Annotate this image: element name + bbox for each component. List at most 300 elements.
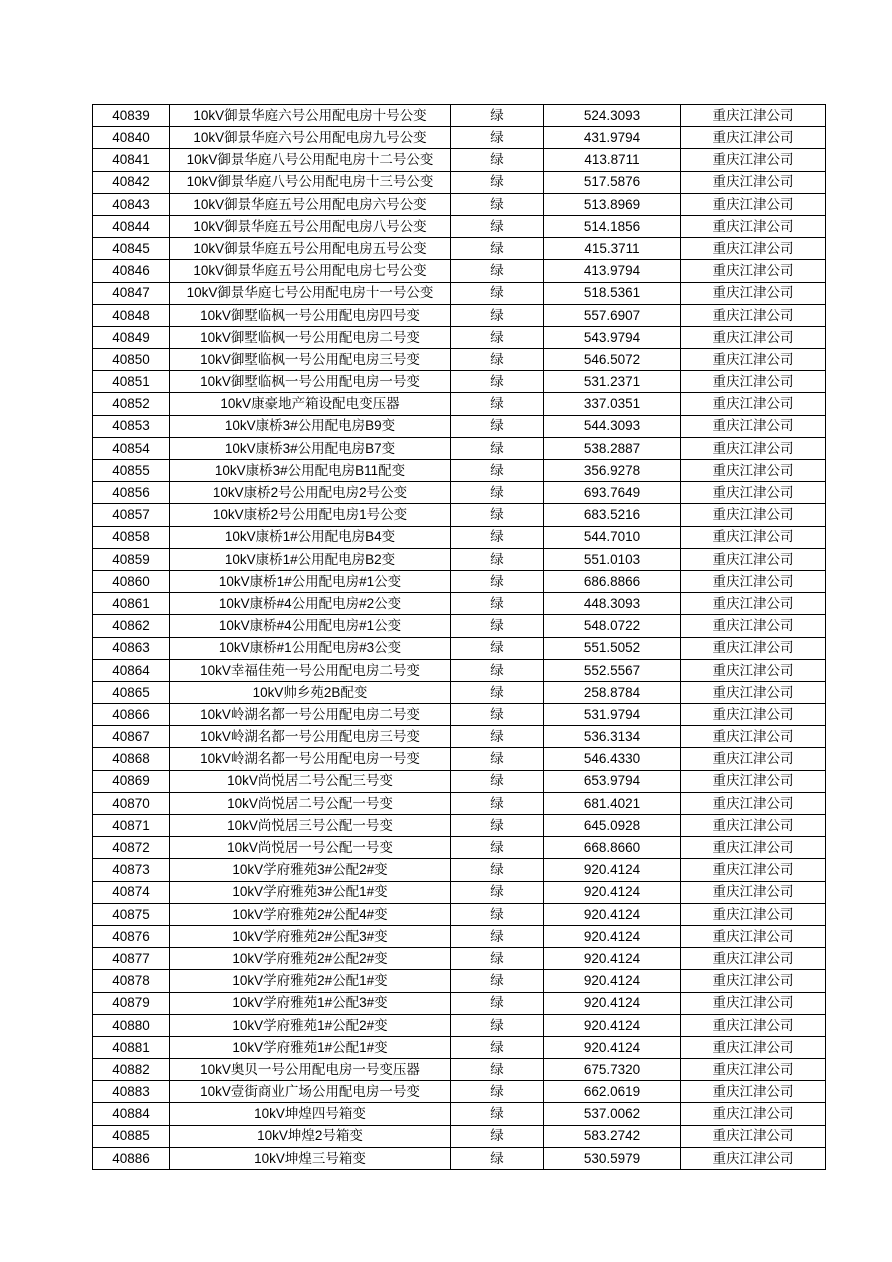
cell-name-text: 10kV学府雅苑3#公配1#变 bbox=[232, 884, 388, 900]
cell-value: 415.3711 bbox=[544, 238, 681, 260]
cell-level: 绿 bbox=[451, 393, 544, 415]
cell-level: 绿 bbox=[451, 925, 544, 947]
table-row bbox=[93, 903, 826, 925]
cell-level: 绿 bbox=[451, 1147, 544, 1169]
cell-name-text: 10kV壹街商业广场公用配电房一号变 bbox=[200, 1084, 420, 1100]
cell-level: 绿 bbox=[451, 903, 544, 925]
cell-name-text: 10kV幸福佳苑一号公用配电房二号变 bbox=[200, 662, 420, 678]
cell-name-text: 10kV康桥#4公用配电房#2公变 bbox=[218, 595, 402, 611]
table-row bbox=[93, 548, 826, 570]
cell-company: 重庆江津公司 bbox=[681, 770, 826, 792]
cell-name bbox=[170, 615, 451, 637]
cell-id: 40845 bbox=[93, 238, 170, 260]
cell-level: 绿 bbox=[451, 304, 544, 326]
cell-name bbox=[170, 903, 451, 925]
cell-company: 重庆江津公司 bbox=[681, 371, 826, 393]
cell-company: 重庆江津公司 bbox=[681, 681, 826, 703]
cell-value: 920.4124 bbox=[544, 948, 681, 970]
cell-id: 40868 bbox=[93, 748, 170, 770]
cell-level: 绿 bbox=[451, 948, 544, 970]
cell-id: 40882 bbox=[93, 1059, 170, 1081]
cell-id: 40854 bbox=[93, 437, 170, 459]
cell-name bbox=[170, 193, 451, 215]
cell-value: 920.4124 bbox=[544, 903, 681, 925]
table-row bbox=[93, 770, 826, 792]
cell-company: 重庆江津公司 bbox=[681, 792, 826, 814]
cell-level: 绿 bbox=[451, 282, 544, 304]
table-row bbox=[93, 1014, 826, 1036]
cell-name bbox=[170, 637, 451, 659]
cell-level: 绿 bbox=[451, 859, 544, 881]
table-row bbox=[93, 460, 826, 482]
cell-company: 重庆江津公司 bbox=[681, 1036, 826, 1058]
cell-name bbox=[170, 149, 451, 171]
cell-name-text: 10kV尚悦居三号公配一号变 bbox=[227, 817, 393, 833]
cell-level: 绿 bbox=[451, 615, 544, 637]
cell-name bbox=[170, 282, 451, 304]
cell-id: 40851 bbox=[93, 371, 170, 393]
cell-id: 40863 bbox=[93, 637, 170, 659]
cell-level: 绿 bbox=[451, 659, 544, 681]
cell-id: 40850 bbox=[93, 349, 170, 371]
cell-company: 重庆江津公司 bbox=[681, 903, 826, 925]
cell-name bbox=[170, 504, 451, 526]
cell-name bbox=[170, 371, 451, 393]
cell-name-text: 10kV御景华庭五号公用配电房六号公变 bbox=[193, 196, 427, 212]
cell-name bbox=[170, 1147, 451, 1169]
cell-company: 重庆江津公司 bbox=[681, 970, 826, 992]
table-row bbox=[93, 615, 826, 637]
cell-name bbox=[170, 1059, 451, 1081]
cell-name-text: 10kV康桥1#公用配电房B4变 bbox=[224, 529, 396, 545]
cell-value: 517.5876 bbox=[544, 171, 681, 193]
cell-company: 重庆江津公司 bbox=[681, 526, 826, 548]
cell-value: 920.4124 bbox=[544, 925, 681, 947]
table-body bbox=[93, 105, 826, 1170]
cell-name bbox=[170, 215, 451, 237]
cell-name-text: 10kV御墅临枫一号公用配电房四号变 bbox=[200, 307, 420, 323]
cell-name bbox=[170, 704, 451, 726]
table-row bbox=[93, 992, 826, 1014]
cell-id: 40866 bbox=[93, 704, 170, 726]
cell-company: 重庆江津公司 bbox=[681, 282, 826, 304]
cell-company: 重庆江津公司 bbox=[681, 704, 826, 726]
cell-id: 40853 bbox=[93, 415, 170, 437]
cell-company: 重庆江津公司 bbox=[681, 304, 826, 326]
cell-id: 40881 bbox=[93, 1036, 170, 1058]
cell-name-text: 10kV康桥1#公用配电房#1公变 bbox=[218, 573, 402, 589]
table-row bbox=[93, 171, 826, 193]
cell-value: 538.2887 bbox=[544, 437, 681, 459]
table-row bbox=[93, 304, 826, 326]
cell-level: 绿 bbox=[451, 1125, 544, 1147]
cell-value: 413.8711 bbox=[544, 149, 681, 171]
cell-value: 544.3093 bbox=[544, 415, 681, 437]
cell-id: 40875 bbox=[93, 903, 170, 925]
table-row bbox=[93, 1036, 826, 1058]
cell-company: 重庆江津公司 bbox=[681, 504, 826, 526]
table-row bbox=[93, 570, 826, 592]
cell-value: 518.5361 bbox=[544, 282, 681, 304]
cell-level: 绿 bbox=[451, 215, 544, 237]
cell-value: 683.5216 bbox=[544, 504, 681, 526]
cell-name-text: 10kV御景华庭五号公用配电房七号公变 bbox=[193, 263, 427, 279]
cell-name bbox=[170, 970, 451, 992]
cell-name-text: 10kV学府雅苑3#公配2#变 bbox=[232, 862, 388, 878]
cell-id: 40864 bbox=[93, 659, 170, 681]
table-row bbox=[93, 415, 826, 437]
cell-company: 重庆江津公司 bbox=[681, 1059, 826, 1081]
cell-name bbox=[170, 659, 451, 681]
cell-id: 40874 bbox=[93, 881, 170, 903]
cell-name bbox=[170, 726, 451, 748]
cell-id: 40842 bbox=[93, 171, 170, 193]
table-row bbox=[93, 593, 826, 615]
cell-id: 40862 bbox=[93, 615, 170, 637]
cell-company: 重庆江津公司 bbox=[681, 548, 826, 570]
cell-name bbox=[170, 881, 451, 903]
cell-name-text: 10kV御景华庭五号公用配电房八号公变 bbox=[193, 218, 427, 234]
cell-value: 557.6907 bbox=[544, 304, 681, 326]
table-row bbox=[93, 681, 826, 703]
table-row bbox=[93, 1125, 826, 1147]
cell-level: 绿 bbox=[451, 460, 544, 482]
cell-company: 重庆江津公司 bbox=[681, 726, 826, 748]
cell-level: 绿 bbox=[451, 127, 544, 149]
cell-value: 537.0062 bbox=[544, 1103, 681, 1125]
cell-value: 546.4330 bbox=[544, 748, 681, 770]
cell-level: 绿 bbox=[451, 105, 544, 127]
cell-id: 40849 bbox=[93, 326, 170, 348]
table-row bbox=[93, 349, 826, 371]
cell-level: 绿 bbox=[451, 637, 544, 659]
table-row bbox=[93, 726, 826, 748]
cell-value: 668.8660 bbox=[544, 837, 681, 859]
cell-name-text: 10kV御景华庭五号公用配电房五号公变 bbox=[193, 240, 427, 256]
cell-id: 40846 bbox=[93, 260, 170, 282]
cell-value: 693.7649 bbox=[544, 482, 681, 504]
cell-company: 重庆江津公司 bbox=[681, 815, 826, 837]
table-row bbox=[93, 792, 826, 814]
cell-id: 40885 bbox=[93, 1125, 170, 1147]
cell-name-text: 10kV学府雅苑2#公配4#变 bbox=[232, 906, 388, 922]
table-row bbox=[93, 837, 826, 859]
cell-id: 40871 bbox=[93, 815, 170, 837]
cell-company: 重庆江津公司 bbox=[681, 659, 826, 681]
cell-name bbox=[170, 770, 451, 792]
cell-name bbox=[170, 415, 451, 437]
cell-value: 514.1856 bbox=[544, 215, 681, 237]
table-row bbox=[93, 948, 826, 970]
table-row bbox=[93, 881, 826, 903]
cell-company: 重庆江津公司 bbox=[681, 482, 826, 504]
cell-name bbox=[170, 349, 451, 371]
cell-level: 绿 bbox=[451, 1014, 544, 1036]
cell-name-text: 10kV学府雅苑1#公配3#变 bbox=[232, 995, 388, 1011]
table-row bbox=[93, 704, 826, 726]
table-row bbox=[93, 637, 826, 659]
cell-name-text: 10kV学府雅苑2#公配1#变 bbox=[232, 973, 388, 989]
cell-name-text: 10kV御景华庭八号公用配电房十二号公变 bbox=[186, 152, 434, 168]
cell-value: 920.4124 bbox=[544, 1036, 681, 1058]
cell-company: 重庆江津公司 bbox=[681, 215, 826, 237]
cell-id: 40861 bbox=[93, 593, 170, 615]
cell-name bbox=[170, 1036, 451, 1058]
cell-company: 重庆江津公司 bbox=[681, 105, 826, 127]
equipment-table bbox=[92, 104, 826, 1170]
table-row bbox=[93, 1103, 826, 1125]
table-row bbox=[93, 127, 826, 149]
cell-name bbox=[170, 526, 451, 548]
cell-company: 重庆江津公司 bbox=[681, 193, 826, 215]
cell-name bbox=[170, 260, 451, 282]
cell-level: 绿 bbox=[451, 704, 544, 726]
cell-name-text: 10kV尚悦居二号公配一号变 bbox=[227, 795, 393, 811]
cell-name-text: 10kV帅乡苑2B配变 bbox=[252, 684, 368, 700]
cell-value: 920.4124 bbox=[544, 1014, 681, 1036]
cell-value: 544.7010 bbox=[544, 526, 681, 548]
cell-name-text: 10kV康桥2号公用配电房1号公变 bbox=[212, 507, 408, 523]
cell-name bbox=[170, 948, 451, 970]
cell-level: 绿 bbox=[451, 1081, 544, 1103]
cell-name bbox=[170, 393, 451, 415]
cell-level: 绿 bbox=[451, 815, 544, 837]
table-row bbox=[93, 815, 826, 837]
cell-name-text: 10kV御墅临枫一号公用配电房二号变 bbox=[200, 329, 420, 345]
cell-name bbox=[170, 992, 451, 1014]
cell-name-text: 10kV康桥#1公用配电房#3公变 bbox=[218, 640, 402, 656]
cell-value: 920.4124 bbox=[544, 992, 681, 1014]
cell-name bbox=[170, 859, 451, 881]
cell-level: 绿 bbox=[451, 526, 544, 548]
cell-company: 重庆江津公司 bbox=[681, 859, 826, 881]
cell-level: 绿 bbox=[451, 748, 544, 770]
cell-name-text: 10kV学府雅苑1#公配1#变 bbox=[232, 1039, 388, 1055]
cell-name bbox=[170, 105, 451, 127]
cell-value: 524.3093 bbox=[544, 105, 681, 127]
cell-value: 413.9794 bbox=[544, 260, 681, 282]
cell-id: 40843 bbox=[93, 193, 170, 215]
cell-company: 重庆江津公司 bbox=[681, 615, 826, 637]
cell-value: 546.5072 bbox=[544, 349, 681, 371]
cell-level: 绿 bbox=[451, 260, 544, 282]
cell-name-text: 10kV岭湖名都一号公用配电房二号变 bbox=[200, 706, 420, 722]
cell-level: 绿 bbox=[451, 837, 544, 859]
cell-id: 40847 bbox=[93, 282, 170, 304]
table-row bbox=[93, 437, 826, 459]
cell-level: 绿 bbox=[451, 726, 544, 748]
cell-id: 40878 bbox=[93, 970, 170, 992]
cell-level: 绿 bbox=[451, 570, 544, 592]
cell-value: 536.3134 bbox=[544, 726, 681, 748]
cell-name-text: 10kV御景华庭八号公用配电房十三号公变 bbox=[186, 174, 434, 190]
cell-company: 重庆江津公司 bbox=[681, 992, 826, 1014]
cell-name-text: 10kV坤煌三号箱变 bbox=[254, 1150, 366, 1166]
table-row bbox=[93, 925, 826, 947]
cell-id: 40872 bbox=[93, 837, 170, 859]
cell-company: 重庆江津公司 bbox=[681, 437, 826, 459]
cell-name-text: 10kV御墅临枫一号公用配电房一号变 bbox=[200, 374, 420, 390]
cell-name-text: 10kV尚悦居二号公配三号变 bbox=[227, 773, 393, 789]
cell-value: 551.5052 bbox=[544, 637, 681, 659]
cell-name bbox=[170, 1081, 451, 1103]
cell-level: 绿 bbox=[451, 371, 544, 393]
cell-value: 552.5567 bbox=[544, 659, 681, 681]
cell-name-text: 10kV康豪地产箱设配电变压器 bbox=[220, 396, 400, 412]
cell-company: 重庆江津公司 bbox=[681, 570, 826, 592]
cell-company: 重庆江津公司 bbox=[681, 1081, 826, 1103]
cell-name-text: 10kV学府雅苑2#公配2#变 bbox=[232, 950, 388, 966]
cell-name-text: 10kV岭湖名都一号公用配电房一号变 bbox=[200, 751, 420, 767]
cell-level: 绿 bbox=[451, 548, 544, 570]
cell-id: 40844 bbox=[93, 215, 170, 237]
table-row bbox=[93, 282, 826, 304]
cell-name bbox=[170, 460, 451, 482]
cell-name-text: 10kV康桥2号公用配电房2号公变 bbox=[212, 485, 408, 501]
cell-name-text: 10kV御景华庭六号公用配电房九号公变 bbox=[193, 130, 427, 146]
cell-name bbox=[170, 837, 451, 859]
cell-id: 40858 bbox=[93, 526, 170, 548]
table-row bbox=[93, 659, 826, 681]
cell-id: 40876 bbox=[93, 925, 170, 947]
cell-company: 重庆江津公司 bbox=[681, 881, 826, 903]
cell-company: 重庆江津公司 bbox=[681, 1103, 826, 1125]
cell-value: 356.9278 bbox=[544, 460, 681, 482]
cell-value: 920.4124 bbox=[544, 859, 681, 881]
cell-value: 675.7320 bbox=[544, 1059, 681, 1081]
cell-level: 绿 bbox=[451, 415, 544, 437]
cell-company: 重庆江津公司 bbox=[681, 127, 826, 149]
cell-name-text: 10kV学府雅苑2#公配3#变 bbox=[232, 928, 388, 944]
cell-company: 重庆江津公司 bbox=[681, 238, 826, 260]
cell-name bbox=[170, 304, 451, 326]
table-row bbox=[93, 1059, 826, 1081]
cell-company: 重庆江津公司 bbox=[681, 925, 826, 947]
cell-name-text: 10kV御景华庭六号公用配电房十号公变 bbox=[193, 107, 427, 123]
table-row bbox=[93, 215, 826, 237]
cell-level: 绿 bbox=[451, 1059, 544, 1081]
cell-level: 绿 bbox=[451, 482, 544, 504]
cell-id: 40883 bbox=[93, 1081, 170, 1103]
cell-level: 绿 bbox=[451, 504, 544, 526]
cell-level: 绿 bbox=[451, 349, 544, 371]
table-row bbox=[93, 260, 826, 282]
table-row bbox=[93, 970, 826, 992]
cell-company: 重庆江津公司 bbox=[681, 326, 826, 348]
cell-company: 重庆江津公司 bbox=[681, 948, 826, 970]
cell-name bbox=[170, 548, 451, 570]
cell-level: 绿 bbox=[451, 992, 544, 1014]
cell-name bbox=[170, 326, 451, 348]
cell-level: 绿 bbox=[451, 238, 544, 260]
cell-name-text: 10kV康桥3#公用配电房B9变 bbox=[224, 418, 396, 434]
table-row bbox=[93, 371, 826, 393]
cell-id: 40879 bbox=[93, 992, 170, 1014]
cell-company: 重庆江津公司 bbox=[681, 748, 826, 770]
cell-value: 531.2371 bbox=[544, 371, 681, 393]
cell-id: 40884 bbox=[93, 1103, 170, 1125]
cell-id: 40857 bbox=[93, 504, 170, 526]
cell-level: 绿 bbox=[451, 593, 544, 615]
cell-company: 重庆江津公司 bbox=[681, 1125, 826, 1147]
table-row bbox=[93, 482, 826, 504]
cell-level: 绿 bbox=[451, 792, 544, 814]
cell-id: 40869 bbox=[93, 770, 170, 792]
cell-name-text: 10kV康桥1#公用配电房B2变 bbox=[224, 551, 396, 567]
cell-id: 40839 bbox=[93, 105, 170, 127]
cell-name bbox=[170, 482, 451, 504]
cell-value: 662.0619 bbox=[544, 1081, 681, 1103]
cell-id: 40852 bbox=[93, 393, 170, 415]
cell-name-text: 10kV康桥3#公用配电房B7变 bbox=[224, 440, 396, 456]
cell-name bbox=[170, 238, 451, 260]
cell-name-text: 10kV御墅临枫一号公用配电房三号变 bbox=[200, 351, 420, 367]
cell-value: 337.0351 bbox=[544, 393, 681, 415]
cell-id: 40886 bbox=[93, 1147, 170, 1169]
table-row bbox=[93, 748, 826, 770]
cell-company: 重庆江津公司 bbox=[681, 837, 826, 859]
table-row bbox=[93, 1147, 826, 1169]
cell-id: 40848 bbox=[93, 304, 170, 326]
cell-id: 40841 bbox=[93, 149, 170, 171]
cell-value: 645.0928 bbox=[544, 815, 681, 837]
table-row bbox=[93, 193, 826, 215]
table-row bbox=[93, 105, 826, 127]
cell-company: 重庆江津公司 bbox=[681, 593, 826, 615]
cell-level: 绿 bbox=[451, 326, 544, 348]
cell-value: 920.4124 bbox=[544, 881, 681, 903]
cell-id: 40873 bbox=[93, 859, 170, 881]
cell-name bbox=[170, 1125, 451, 1147]
cell-company: 重庆江津公司 bbox=[681, 149, 826, 171]
cell-company: 重庆江津公司 bbox=[681, 393, 826, 415]
cell-level: 绿 bbox=[451, 1036, 544, 1058]
cell-level: 绿 bbox=[451, 970, 544, 992]
cell-company: 重庆江津公司 bbox=[681, 415, 826, 437]
cell-id: 40880 bbox=[93, 1014, 170, 1036]
cell-value: 920.4124 bbox=[544, 970, 681, 992]
cell-name-text: 10kV康桥#4公用配电房#1公变 bbox=[218, 618, 402, 634]
cell-value: 543.9794 bbox=[544, 326, 681, 348]
cell-value: 686.8866 bbox=[544, 570, 681, 592]
table-row bbox=[93, 859, 826, 881]
cell-value: 530.5979 bbox=[544, 1147, 681, 1169]
cell-name bbox=[170, 437, 451, 459]
cell-value: 448.3093 bbox=[544, 593, 681, 615]
table-row bbox=[93, 393, 826, 415]
cell-value: 583.2742 bbox=[544, 1125, 681, 1147]
cell-level: 绿 bbox=[451, 681, 544, 703]
cell-company: 重庆江津公司 bbox=[681, 460, 826, 482]
cell-level: 绿 bbox=[451, 1103, 544, 1125]
cell-company: 重庆江津公司 bbox=[681, 1014, 826, 1036]
table-row bbox=[93, 149, 826, 171]
cell-id: 40865 bbox=[93, 681, 170, 703]
cell-level: 绿 bbox=[451, 171, 544, 193]
cell-level: 绿 bbox=[451, 437, 544, 459]
cell-id: 40859 bbox=[93, 548, 170, 570]
cell-value: 258.8784 bbox=[544, 681, 681, 703]
cell-id: 40870 bbox=[93, 792, 170, 814]
cell-level: 绿 bbox=[451, 149, 544, 171]
cell-id: 40877 bbox=[93, 948, 170, 970]
cell-level: 绿 bbox=[451, 770, 544, 792]
cell-value: 548.0722 bbox=[544, 615, 681, 637]
cell-name bbox=[170, 593, 451, 615]
cell-name-text: 10kV学府雅苑1#公配2#变 bbox=[232, 1017, 388, 1033]
cell-name-text: 10kV康桥3#公用配电房B11配变 bbox=[214, 462, 406, 478]
cell-value: 653.9794 bbox=[544, 770, 681, 792]
